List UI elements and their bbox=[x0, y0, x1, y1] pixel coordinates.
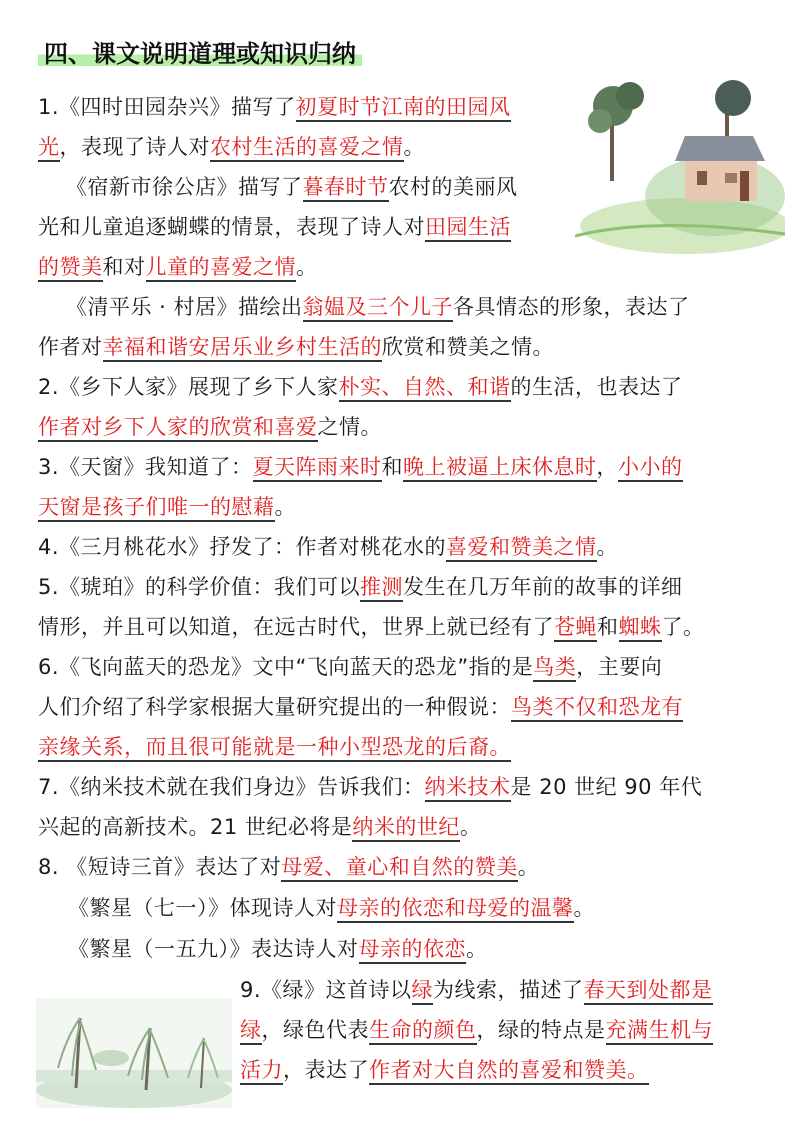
answer-text: 喜爱和赞美之情 bbox=[446, 535, 597, 562]
willow-lake-image bbox=[36, 998, 232, 1108]
answer-text: 纳米的世纪 bbox=[352, 815, 460, 842]
plain-text: 5.《琥珀》的科学价值：我们可以 bbox=[38, 575, 361, 599]
plain-text: 。 bbox=[403, 135, 425, 159]
plain-text: 3.《天窗》我知道了： bbox=[38, 455, 253, 479]
answer-text: 光 bbox=[38, 135, 60, 162]
plain-text: 和对 bbox=[102, 255, 146, 279]
plain-text: 。 bbox=[296, 255, 318, 279]
answer-text: 的赞美 bbox=[38, 255, 103, 282]
answer-text: 苍蝇 bbox=[554, 615, 597, 642]
plain-text: 农村的美丽风 bbox=[388, 175, 518, 199]
plain-text: ，主要向 bbox=[576, 655, 663, 679]
text-line bbox=[38, 252, 318, 282]
text-line bbox=[68, 893, 595, 923]
answer-text: 儿童的喜爱之情 bbox=[146, 255, 297, 282]
plain-text: 《繁星（七一）》体现诗人对 bbox=[68, 896, 337, 920]
answer-text: 蜘蛛 bbox=[619, 615, 662, 642]
text-line bbox=[38, 412, 382, 442]
text-line bbox=[38, 772, 702, 802]
answer-text: 作者对乡下人家的欣赏和喜爱 bbox=[38, 415, 318, 442]
plain-text: ，表达了 bbox=[283, 1058, 369, 1082]
answer-text: 晚上被逼上床休息时 bbox=[403, 455, 597, 482]
answer-text: 夏天阵雨来时 bbox=[253, 455, 382, 482]
plain-text: 了。 bbox=[661, 615, 705, 639]
plain-text: 7.《纳米技术就在我们身边》告诉我们： bbox=[38, 775, 425, 799]
text-line bbox=[68, 934, 488, 964]
plain-text: 1.《四时田园杂兴》描写了 bbox=[38, 95, 296, 119]
plain-text: 。 bbox=[274, 495, 296, 519]
plain-text: 。 bbox=[573, 896, 595, 920]
answer-text: 初夏时节江南的田园风 bbox=[296, 95, 511, 122]
plain-text: 《清平乐 · 村居》描绘出 bbox=[66, 295, 303, 319]
answer-text: 天窗是孩子们唯一的慰藉 bbox=[38, 495, 275, 522]
text-line bbox=[240, 1015, 713, 1045]
text-line bbox=[38, 332, 554, 362]
plain-text: 9.《绿》这首诗以 bbox=[240, 978, 412, 1002]
plain-text: 。 bbox=[466, 937, 488, 961]
answer-text: 绿 bbox=[412, 978, 434, 1005]
plain-text: 和 bbox=[381, 455, 404, 479]
answer-text: 春天到处都是 bbox=[584, 978, 713, 1005]
answer-text: 推测 bbox=[360, 575, 403, 602]
answer-text: 母爱、童心和自然的赞美 bbox=[281, 855, 518, 882]
plain-text: 发生在几万年前的故事的详细 bbox=[403, 575, 683, 599]
text-line bbox=[38, 132, 425, 162]
plain-text: 8. 《短诗三首》表达了对 bbox=[38, 855, 282, 879]
answer-text: 母亲的依恋和母爱的温馨 bbox=[337, 896, 574, 923]
plain-text: 为线索，描述了 bbox=[433, 978, 584, 1002]
plain-text: ，绿的特点是 bbox=[476, 1018, 606, 1042]
plain-text: 情形，并且可以知道，在远古时代，世界上就已经有了 bbox=[38, 615, 554, 639]
answer-text: 绿 bbox=[240, 1018, 262, 1045]
text-line bbox=[38, 572, 683, 602]
plain-text: 2.《乡下人家》展现了乡下人家 bbox=[38, 375, 339, 399]
answer-text: 暮春时节 bbox=[303, 175, 389, 202]
answer-text: 生命的颜色 bbox=[369, 1018, 477, 1045]
text-line bbox=[38, 612, 705, 642]
text-line bbox=[38, 372, 683, 402]
answer-text: 充满生机与 bbox=[606, 1018, 714, 1045]
plain-text: 兴起的高新技术。21 世纪必将是 bbox=[38, 815, 353, 839]
plain-text: 作者对 bbox=[38, 335, 103, 359]
plain-text: 的生活，也表达了 bbox=[510, 375, 683, 399]
answer-text: 田园生活 bbox=[425, 215, 511, 242]
answer-text: 作者对大自然的喜爱和赞美。 bbox=[369, 1058, 649, 1085]
text-line bbox=[38, 492, 296, 522]
plain-text: 。 bbox=[459, 815, 482, 839]
plain-text: 《繁星（一五九）》表达诗人对 bbox=[68, 937, 359, 961]
text-line bbox=[38, 692, 683, 722]
village-landscape-image bbox=[575, 76, 785, 256]
plain-text: 。 bbox=[517, 855, 540, 879]
plain-text: 各具情态的形象，表达了 bbox=[453, 295, 690, 319]
answer-text: 翁媪及三个儿子 bbox=[303, 295, 454, 322]
answer-text: 农村生活的喜爱之情 bbox=[210, 135, 404, 162]
text-line bbox=[240, 1055, 649, 1085]
text-line bbox=[66, 172, 518, 202]
plain-text: 《宿新市徐公店》描写了 bbox=[66, 175, 303, 199]
plain-text: 之情。 bbox=[317, 415, 382, 439]
text-line bbox=[38, 852, 539, 882]
text-line bbox=[38, 92, 511, 122]
text-line bbox=[38, 652, 662, 682]
section-title: 四、课文说明道理或知识归纳 bbox=[38, 34, 362, 69]
answer-text: 朴实、自然、和谐 bbox=[339, 375, 511, 402]
text-line bbox=[66, 292, 690, 322]
plain-text: 欣赏和赞美之情。 bbox=[382, 335, 554, 359]
plain-text: 和 bbox=[597, 615, 619, 639]
text-line bbox=[38, 532, 618, 562]
plain-text: ，绿色代表 bbox=[261, 1018, 369, 1042]
text-line bbox=[38, 732, 511, 762]
answer-text: 活力 bbox=[240, 1058, 283, 1085]
plain-text: 4.《三月桃花水》抒发了：作者对桃花水的 bbox=[38, 535, 447, 559]
plain-text: 是 20 世纪 90 年代 bbox=[510, 775, 703, 799]
plain-text: ， bbox=[596, 455, 619, 479]
answer-text: 鸟类 bbox=[533, 655, 576, 682]
answer-text: 纳米技术 bbox=[425, 775, 511, 802]
plain-text: 人们介绍了科学家根据大量研究提出的一种假说： bbox=[38, 695, 511, 719]
plain-text: 6.《飞向蓝天的恐龙》文中“飞向蓝天的恐龙”指的是 bbox=[38, 655, 534, 679]
answer-text: 幸福和谐安居乐业乡村生活的 bbox=[103, 335, 383, 362]
text-line bbox=[38, 452, 683, 482]
plain-text: 光和儿童追逐蝴蝶的情景，表现了诗人对 bbox=[38, 215, 425, 239]
answer-text: 鸟类不仅和恐龙有 bbox=[511, 695, 683, 722]
answer-text: 小小的 bbox=[618, 455, 683, 482]
text-line bbox=[240, 975, 713, 1005]
text-line bbox=[38, 812, 481, 842]
text-line bbox=[38, 212, 511, 242]
answer-text: 亲缘关系，而且很可能就是一种小型恐龙的后裔。 bbox=[38, 735, 511, 762]
answer-text: 母亲的依恋 bbox=[359, 937, 467, 964]
plain-text: ，表现了诗人对 bbox=[59, 135, 210, 159]
plain-text: 。 bbox=[596, 535, 619, 559]
